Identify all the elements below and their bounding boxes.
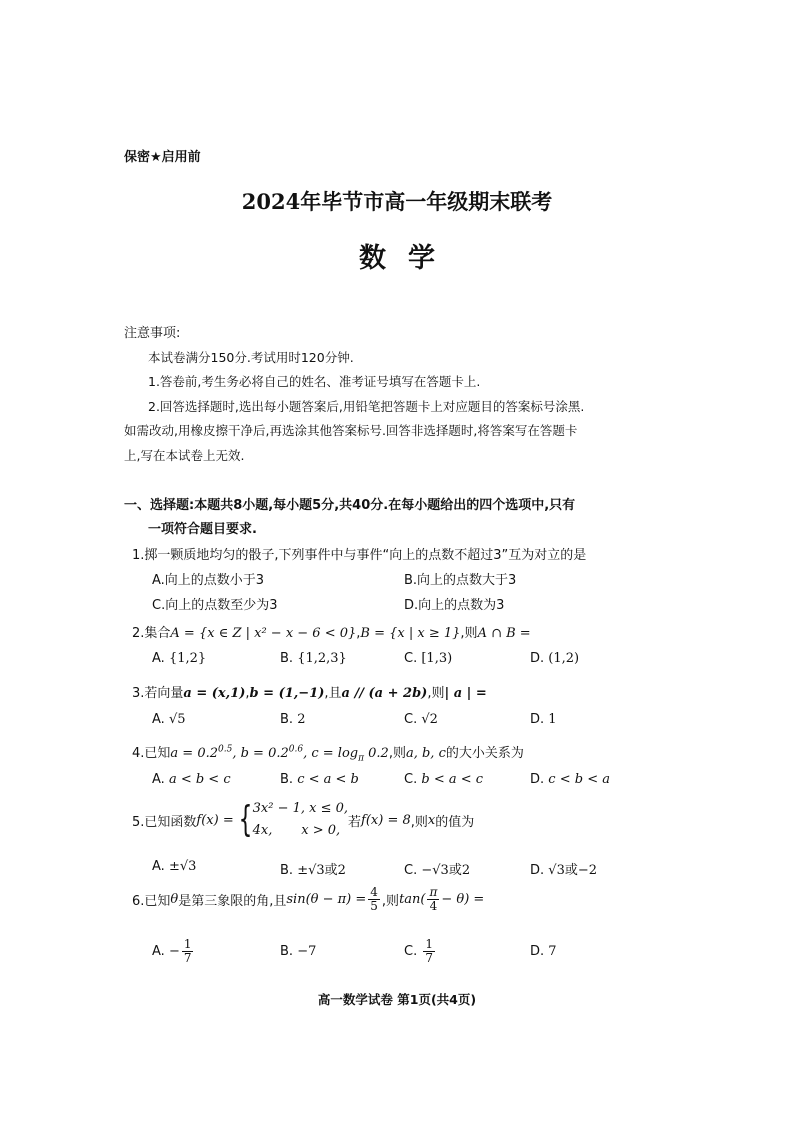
- question-6-sin: sin(θ − π) =: [286, 892, 367, 907]
- question-5-option-b: B. ±√3或2: [280, 863, 346, 878]
- question-3-option-d: D. 1: [530, 712, 557, 727]
- question-2-sep: ,: [356, 626, 361, 641]
- question-5-stem: 5.已知函数f(x) = { 3x² − 1, x ≤ 0, 4x, x > 0, 若f(x) = 8,则x的值为: [132, 799, 475, 840]
- note-line-2: 1.答卷前,考生务必将自己的姓名、准考证号填写在答题卡上.: [148, 374, 481, 389]
- note-line-1: 本试卷满分150分.考试用时120分钟.: [148, 350, 354, 365]
- question-2-option-b: B. {1,2,3}: [280, 651, 347, 666]
- question-2-stem: [132, 622, 531, 641]
- question-6-option-d: D. 7: [530, 944, 557, 959]
- note-line-4: 如需改动,用橡皮擦干净后,再选涂其他答案标号.回答非选择题时,将答案写在答题卡: [124, 423, 578, 438]
- question-2-option-a: A. {1,2}: [152, 651, 207, 666]
- subject-title: 数学: [359, 243, 457, 274]
- question-3-condition: a // (a + 2b): [341, 686, 428, 701]
- question-3-option-a: A. √5: [152, 712, 186, 727]
- question-6-sin-fraction: $\frac{4}{5}$: [370, 885, 378, 913]
- question-3-option-b: B. 2: [280, 712, 306, 727]
- question-3-vector-a: a = (x,1): [183, 686, 246, 701]
- question-2-option-c: C. [1,3): [404, 651, 453, 666]
- question-6-option-b: B. −7: [280, 944, 317, 959]
- question-4-a-def: $a = 0.2^{0.5}$, $b = 0.2^{0.6}$, $c = \log_\pi 0.2$: [170, 744, 389, 764]
- question-6-stem: 6.已知θ是第三象限的角,且sin(θ − π) = $\frac{4}{5}$ ,则tan( $\frac{\pi}{4}$ − θ) =: [132, 885, 485, 913]
- question-3-stem: 3.若向量a = (x,1),b = (1,−1),且a // (a + 2b),则| a | =: [132, 686, 487, 701]
- section-heading-line-1: 一、选择题:本题共8小题,每小题5分,共40分.在每小题给出的四个选项中,只有: [124, 498, 576, 513]
- question-4-stem: 4.已知$a = 0.2^{0.5}$, $b = 0.2^{0.6}$, $c = \log_\pi 0.2$,则a, b, c的大小关系为: [132, 744, 524, 764]
- exam-title: 2024年毕节市高一年级期末联考: [241, 189, 553, 214]
- note-line-3: 2.回答选择题时,选出每小题答案后,用铅笔把答题卡上对应题目的答案标号涂黑.: [148, 399, 585, 414]
- question-3-option-c: C. √2: [404, 712, 438, 727]
- question-5-option-d: D. √3或−2: [530, 863, 598, 878]
- piecewise-brace-icon: {: [238, 799, 253, 840]
- note-line-5: 上,写在本试卷上无效.: [124, 448, 245, 463]
- question-1-stem: 1.掷一颗质地均匀的骰子,下列事件中与事件“向上的点数不超过3”互为对立的是: [132, 548, 587, 563]
- section-heading-line-2: 一项符合题目要求.: [148, 522, 257, 537]
- question-2-number: 2.集合: [132, 626, 171, 641]
- question-1-option-d: D.向上的点数为3: [404, 598, 505, 613]
- question-6-tan-fraction: $\frac{\pi}{4}$: [429, 885, 438, 913]
- question-2-tail: ,则: [460, 626, 478, 641]
- question-3-ask: | a | =: [444, 686, 487, 701]
- page-footer: 高一数学试卷 第1页(共4页): [317, 992, 477, 1007]
- question-6-option-c: C. $\frac{1}{7}$: [404, 937, 433, 965]
- question-4-option-b: B. c < a < b: [280, 772, 359, 787]
- question-4-option-a: A. a < b < c: [152, 772, 231, 787]
- question-1-option-c: C.向上的点数至少为3: [152, 598, 278, 613]
- question-6-option-a: A. − $\frac{1}{7}$: [152, 937, 192, 965]
- question-4-option-c: C. b < a < c: [404, 772, 484, 787]
- question-2-set-b: B = {x | x ≥ 1}: [360, 626, 461, 641]
- question-5-cases: 3x² − 1, x ≤ 0, 4x, x > 0,: [252, 801, 349, 838]
- question-2-expr: A ∩ B =: [477, 626, 531, 641]
- question-5-option-a: A. ±√3: [152, 859, 197, 874]
- question-1-option-b: B.向上的点数大于3: [404, 573, 517, 588]
- notes-heading: 注意事项:: [124, 326, 181, 341]
- question-4-option-d: D. c < b < a: [530, 772, 610, 787]
- question-1-option-a: A.向上的点数小于3: [152, 573, 265, 588]
- question-2-option-d: D. (1,2): [530, 651, 580, 666]
- question-2-set-a: A = {x ∈ Z | x² − x − 6 < 0}: [170, 626, 357, 641]
- question-5-option-c: C. −√3或2: [404, 863, 471, 878]
- question-5-function: f(x) =: [196, 812, 234, 828]
- question-3-vector-b: b = (1,−1): [249, 686, 325, 701]
- confidential-label: 保密★启用前: [124, 150, 201, 165]
